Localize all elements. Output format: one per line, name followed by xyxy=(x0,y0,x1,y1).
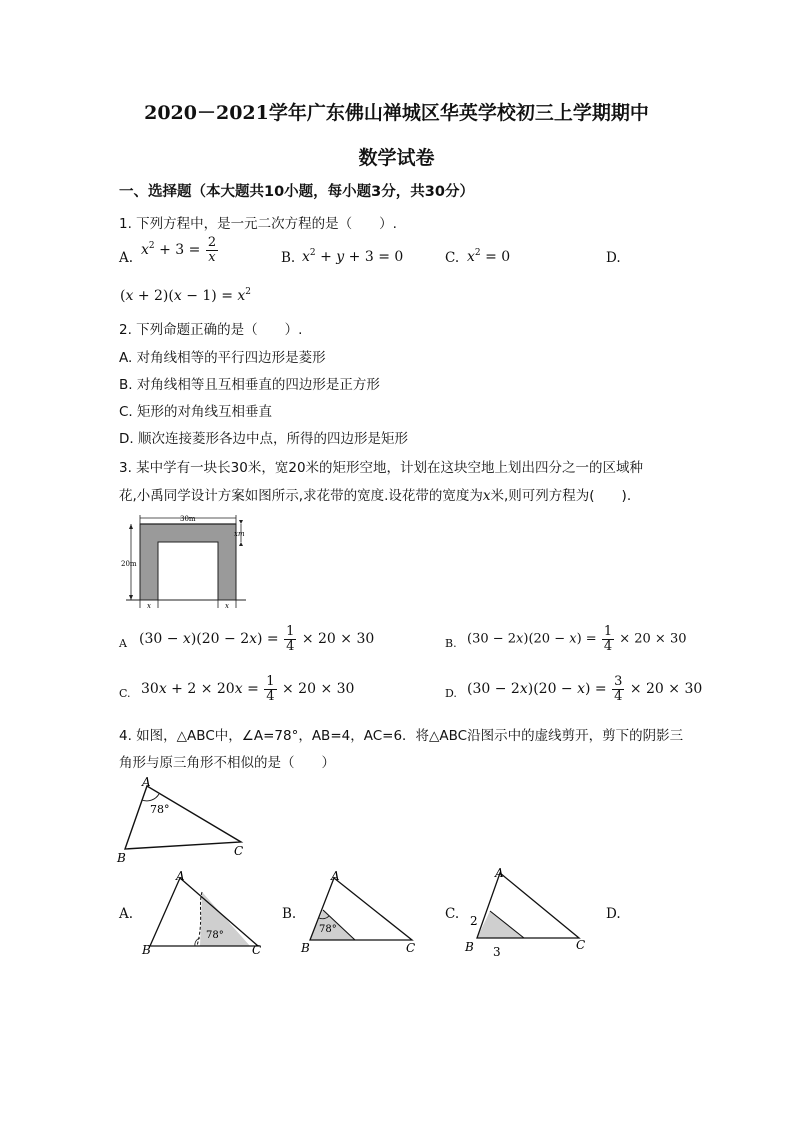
q3-option-d-label: D. xyxy=(445,687,457,700)
q3-option-b-formula: (30 − 2x)(20 − x) = $\frac{1}{4}$ × 20 × 30 xyxy=(467,624,687,654)
q3-label-30m: 30m xyxy=(180,515,196,523)
opt-b-angle: 78° xyxy=(319,924,337,935)
q4-option-b-label: B. xyxy=(282,906,297,922)
q4-option-d-label: D. xyxy=(606,906,621,922)
q4-option-a-figure xyxy=(140,870,265,958)
q3-label-xm: xm xyxy=(234,530,245,538)
q3-option-c-formula: 30x + 2 × 20x = $\frac{1}{4}$ × 20 × 30 xyxy=(141,674,355,704)
opt-a-vertex-a: A xyxy=(176,870,185,883)
opt-b-vertex-b: B xyxy=(301,941,310,955)
q3-option-a-formula: (30 − x)(20 − 2x) = $\frac{1}{4}$ × 20 × 30 xyxy=(139,624,375,654)
q1-option-c-formula: $x^2 = 0$ xyxy=(467,248,511,265)
q4-option-c-figure xyxy=(460,865,590,960)
page-subtitle: 数学试卷 xyxy=(358,147,435,169)
q1-option-a-formula: $x^2 + 3$ = $\frac{2}{x}$ xyxy=(141,235,217,265)
q4-stem-line2: 角形与原三角形不相似的是（ ） xyxy=(119,755,335,771)
opt-c-vertex-c: C xyxy=(576,938,586,952)
q3-label-x-left: x xyxy=(147,602,151,610)
q3-figure xyxy=(120,512,250,612)
q1-option-d-label: D. xyxy=(606,250,621,266)
opt-c-side-3: 3 xyxy=(493,945,501,959)
vertex-b-label: B xyxy=(117,851,126,864)
opt-a-vertex-b: B xyxy=(142,943,151,957)
q4-option-c-label: C. xyxy=(445,906,460,922)
q1-option-a-label: A. xyxy=(119,250,134,266)
q1-option-b-formula: $x^2 + y + 3 = 0$ xyxy=(302,248,404,265)
page-title: 2020－2021学年广东佛山禅城区华英学校初三上学期期中 xyxy=(144,102,649,124)
vertex-c-label: C xyxy=(234,844,244,858)
q2-option-a: A. 对角线相等的平行四边形是菱形 xyxy=(119,350,326,366)
q3-label-20m: 20m xyxy=(121,560,137,568)
q4-main-triangle xyxy=(115,772,250,864)
q3-stem-line2: 花,小禹同学设计方案如图所示,求花带的宽度.设花带的宽度为x米,则可列方程为( ). xyxy=(119,488,632,504)
q2-option-d: D. 顺次连接菱形各边中点，所得的四边形是矩形 xyxy=(119,431,408,447)
q1-option-d-formula: $(x + 2)(x - 1) = x^2$ xyxy=(120,287,252,304)
opt-a-vertex-c: C xyxy=(252,943,262,957)
opt-c-side-2: 2 xyxy=(470,914,478,928)
section-header: 一、选择题（本大题共10小题，每小题3分，共30分） xyxy=(119,184,474,200)
q3-label-x-right: x xyxy=(225,602,229,610)
opt-a-angle: 78° xyxy=(206,930,224,941)
q4-option-a-label: A. xyxy=(119,906,134,922)
vertex-a-label: A xyxy=(142,775,151,789)
opt-c-vertex-b: B xyxy=(465,940,474,954)
opt-b-vertex-c: C xyxy=(406,941,416,955)
q4-option-b-figure xyxy=(300,870,420,958)
q2-option-b: B. 对角线相等且互相垂直的四边形是正方形 xyxy=(119,377,380,393)
q1-stem: 1. 下列方程中，是一元二次方程的是（ ）. xyxy=(119,216,397,232)
q2-stem: 2. 下列命题正确的是（ ）. xyxy=(119,322,303,338)
opt-c-vertex-a: A xyxy=(495,866,504,880)
q3-stem-line1: 3. 某中学有一块长30米，宽20米的矩形空地，计划在这块空地上划出四分之一的区域种 xyxy=(119,460,644,476)
q3-option-a-label: A xyxy=(119,637,127,650)
q4-stem-line1: 4. 如图，△ABC中，∠A=78°，AB=4，AC=6．将△ABC沿图示中的虚线剪开，剪下的阴影三 xyxy=(119,728,684,744)
q3-option-c-label: C. xyxy=(119,687,131,700)
opt-b-vertex-a: A xyxy=(331,870,340,883)
q1-option-b-label: B. xyxy=(281,250,296,266)
q3-option-d-formula: (30 − 2x)(20 − x) = $\frac{3}{4}$ × 20 × 30 xyxy=(467,674,703,704)
q1-option-c-label: C. xyxy=(445,250,460,266)
q3-option-b-label: B. xyxy=(445,637,457,650)
angle-label: 78° xyxy=(150,803,170,816)
q2-option-c: C. 矩形的对角线互相垂直 xyxy=(119,404,273,420)
